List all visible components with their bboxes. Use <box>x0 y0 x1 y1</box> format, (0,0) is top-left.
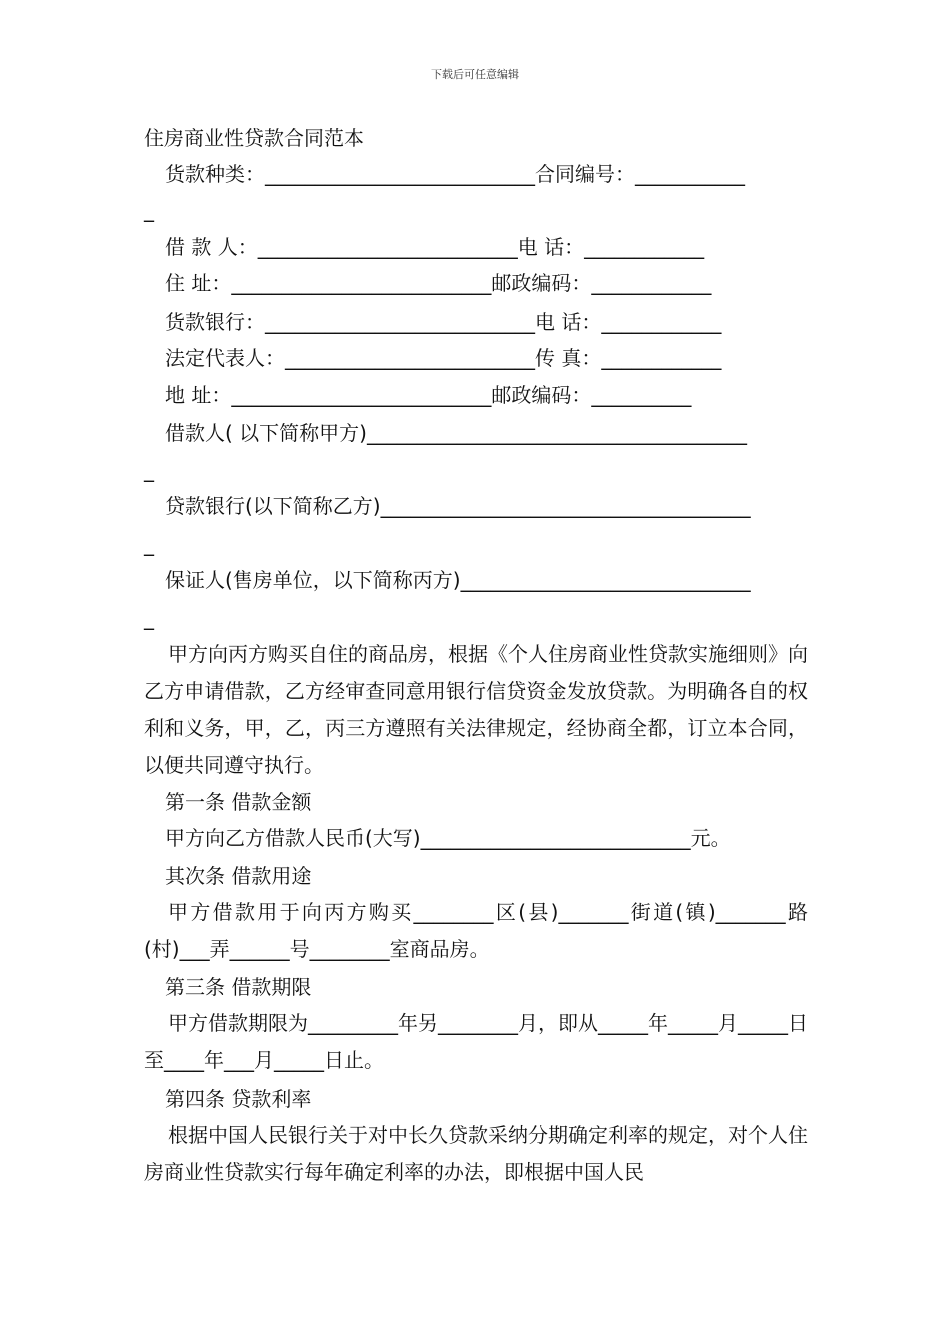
article-4-text: 根据中国人民银行关于对中长久贷款采纳分期确定利率的规定，对个人住房商业性贷款实行每年确定利率的办法，即根据中国人民 <box>144 1123 808 1184</box>
intro-paragraph: 甲方向丙方购买自住的商品房，根据《个人住房商业性贷款实施细则》向乙方申请借款，乙方经审查同意用银行信贷资金发放贷款。为明确各自的权利和义务，甲，乙，丙三方遵照有关法律规定，经协商全都，订立本合同，以便共同遵守执行。 <box>144 642 808 777</box>
bank-address-line: 地 址：__________________________邮政编码：__________ <box>165 383 692 407</box>
page-header: 下载后可任意编辑 <box>431 68 519 81</box>
party-c-line-wrap: _ <box>144 606 154 630</box>
party-b-line-wrap: _ <box>144 532 154 556</box>
party-b-line: 贷款银行(以下简称乙方)_____________________________________ <box>165 494 751 518</box>
party-a-line: 借款人( 以下简称甲方)______________________________________ <box>165 421 747 445</box>
loan-type-line-wrap: _ <box>144 198 154 222</box>
article-2-text: 甲方借款用于向丙方购买________区(县)_______街道(镇)_______路(村)___弄______号________室商品房。 <box>144 900 808 961</box>
party-a-line-wrap: _ <box>144 458 154 482</box>
bank-line: 货款银行：___________________________电 话：____________ <box>165 310 722 334</box>
loan-type-line: 货款种类：___________________________合同编号：___________ <box>165 162 745 186</box>
document-title: 住房商业性贷款合同范本 <box>144 126 364 150</box>
borrower-line: 借 款 人：__________________________电 话：____________ <box>165 235 705 259</box>
party-c-line: 保证人(售房单位，以下简称丙方)_____________________________ <box>165 568 751 592</box>
article-1-heading: 第一条 借款金额 <box>165 790 312 814</box>
article-4-heading: 第四条 贷款利率 <box>165 1087 312 1111</box>
article-3-heading: 第三条 借款期限 <box>165 975 312 999</box>
article-2-heading: 其次条 借款用途 <box>165 864 312 888</box>
article-1-text: 甲方向乙方借款人民币(大写)___________________________元。 <box>165 826 731 850</box>
address-line: 住 址：__________________________邮政编码：____________ <box>165 271 712 295</box>
legal-rep-line: 法定代表人：_________________________传 真：____________ <box>165 346 722 370</box>
article-3-text: 甲方借款期限为_________年另________月，即从_____年_____月_____日至____年___月_____日止。 <box>144 1011 808 1072</box>
